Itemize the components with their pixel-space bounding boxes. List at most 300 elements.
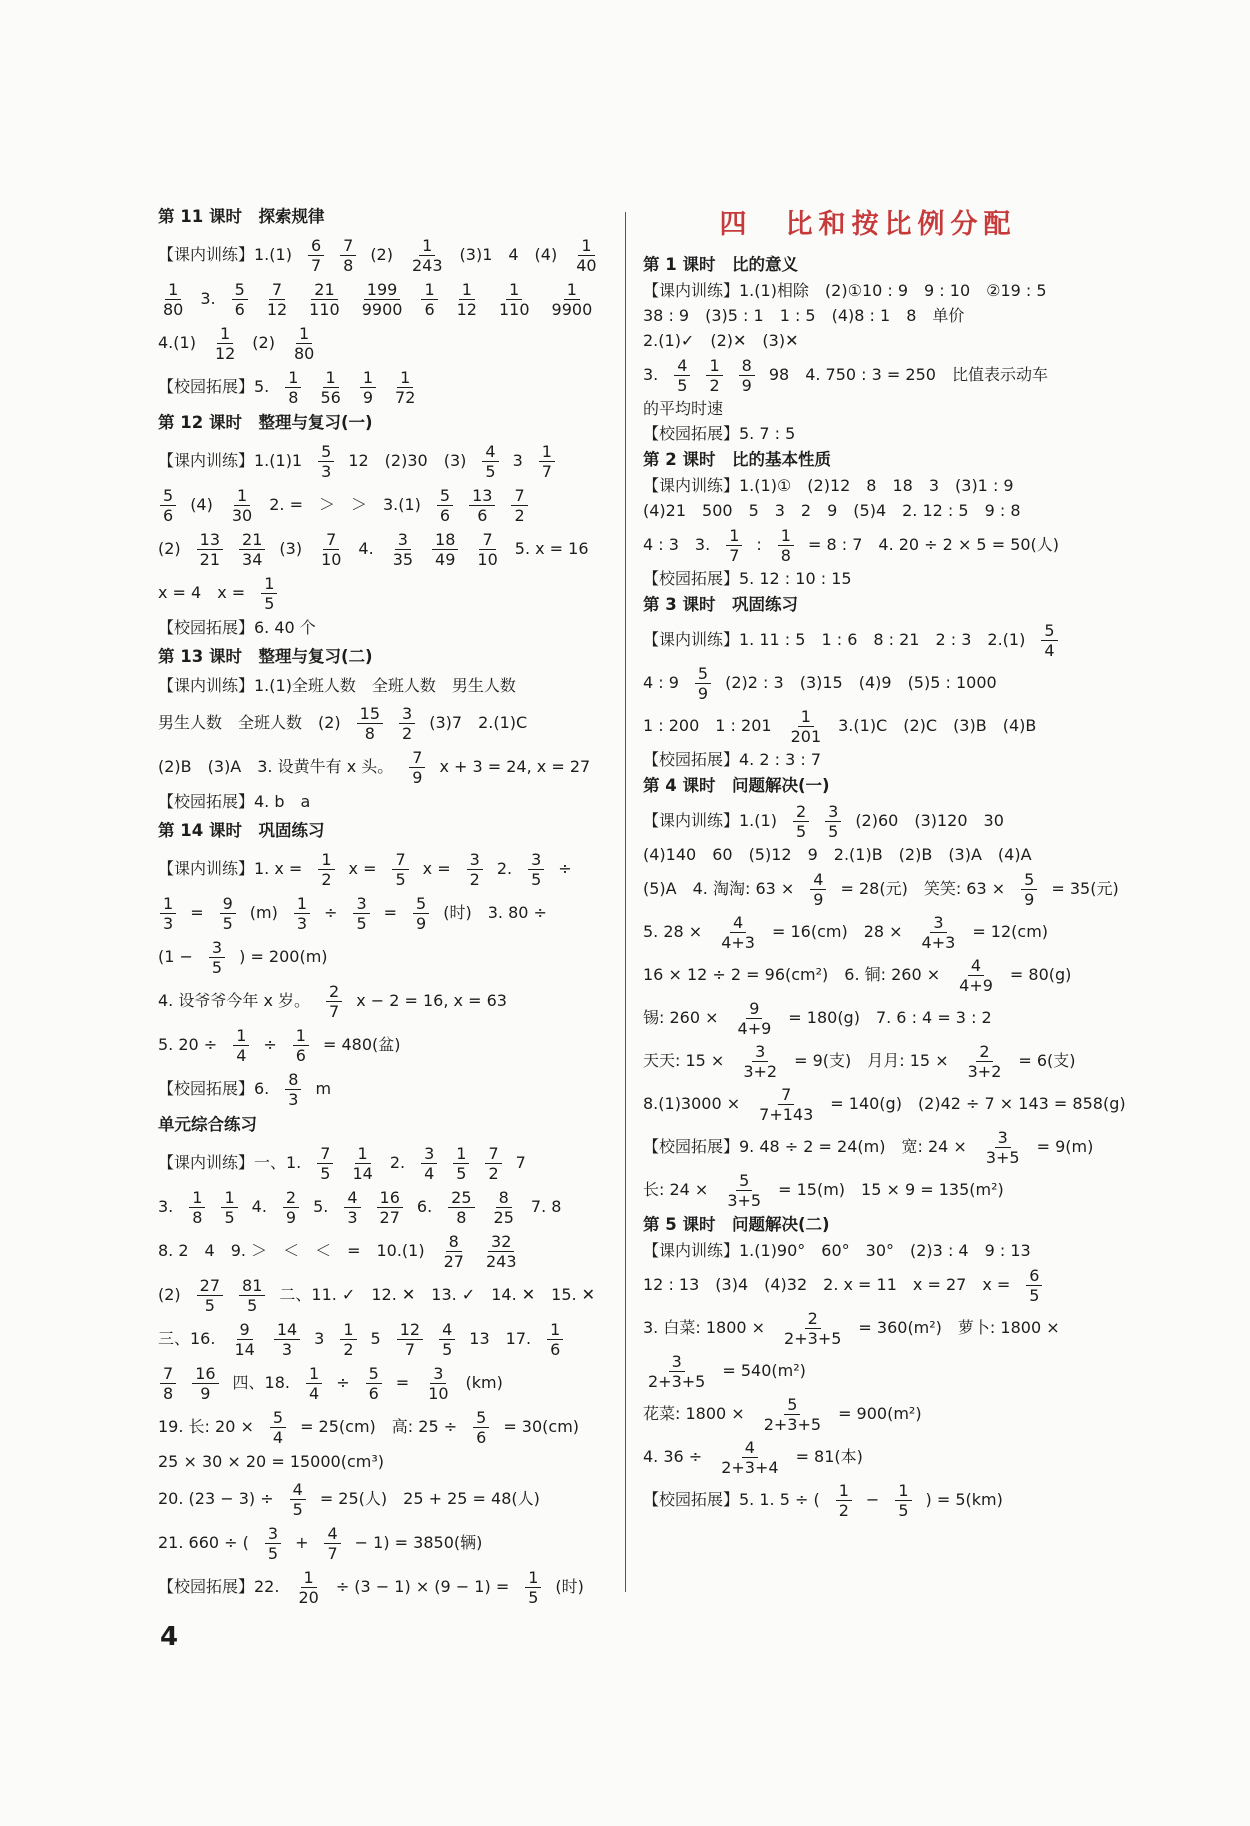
- answer-text: 3.(1)C (2)C (3)B (4)B: [838, 716, 1037, 735]
- answer-text: 4 : 3 3.: [643, 535, 711, 554]
- numerator: 3: [752, 1042, 768, 1062]
- lesson-heading: [158, 645, 613, 669]
- fraction: [1021, 870, 1037, 909]
- fraction: [573, 236, 599, 275]
- denominator: 5: [442, 1339, 453, 1359]
- answer-text: 第 12 课时 整理与复习(一): [158, 413, 373, 432]
- answer-line: [643, 1437, 1093, 1477]
- fraction: [706, 356, 722, 395]
- answer-text: (4)140 60 (5)12 9 2.(1)B (2)B (3)A (4)A: [643, 845, 1032, 864]
- answer-text: ÷: [558, 859, 572, 878]
- answer-line: [158, 323, 613, 363]
- numerator: 1: [397, 368, 413, 388]
- denominator: 2+3+5: [763, 1414, 822, 1434]
- denominator: 7: [327, 1543, 338, 1563]
- numerator: 14: [274, 1320, 300, 1340]
- fraction: [357, 704, 383, 743]
- denominator: 2+3+5: [648, 1371, 706, 1391]
- fraction: [265, 1524, 281, 1563]
- denominator: 35: [392, 549, 414, 569]
- numerator: 27: [197, 1276, 223, 1296]
- numerator: 4: [810, 870, 826, 890]
- denominator: 5: [356, 913, 367, 933]
- answer-text: 25 × 30 × 20 = 15000(cm³): [158, 1452, 384, 1471]
- answer-line: [158, 1319, 613, 1359]
- denominator: 4+3: [721, 932, 755, 952]
- answer-line: [158, 981, 613, 1021]
- fraction: [232, 280, 248, 319]
- numerator: 1: [459, 280, 475, 300]
- numerator: 1: [294, 894, 310, 914]
- answer-text: (4)21 500 5 3 2 9 (5)4 2. 12 : 5 9 : 8: [643, 501, 1021, 520]
- answer-line: [643, 500, 1093, 522]
- numerator: 1: [419, 236, 435, 256]
- answer-line: [643, 869, 1119, 909]
- numerator: 6: [308, 236, 324, 256]
- denominator: 5: [485, 461, 496, 481]
- numerator: 1: [726, 526, 742, 546]
- answer-text: 5. 20 ÷: [158, 1035, 218, 1054]
- numerator: 1: [706, 356, 722, 376]
- denominator: 7: [541, 461, 552, 481]
- numerator: 7: [340, 236, 356, 256]
- answer-text: = 6(支): [1018, 1051, 1076, 1070]
- answer-text: 长: 24 ×: [643, 1180, 709, 1199]
- answer-text: ÷: [324, 903, 338, 922]
- numerator: 4: [482, 442, 498, 462]
- fraction: [220, 894, 236, 933]
- page-number: 4: [160, 1622, 179, 1652]
- denominator: 110: [309, 299, 340, 319]
- answer-line: [643, 330, 1093, 352]
- numerator: 2: [793, 802, 809, 822]
- numerator: 1: [421, 280, 437, 300]
- fraction: [317, 1144, 333, 1183]
- answer-line: [158, 1231, 613, 1271]
- answer-text: 20. (23 − 3) ÷: [158, 1489, 274, 1508]
- answer-text: 4. 设爷爷今年 x 岁。: [158, 991, 310, 1010]
- denominator: 9: [1024, 889, 1035, 909]
- fraction: [409, 748, 425, 787]
- fraction: [390, 530, 416, 569]
- fraction: [189, 1188, 205, 1227]
- fraction: [761, 1395, 824, 1434]
- fraction: [160, 1364, 176, 1403]
- answer-line: [643, 1265, 1093, 1305]
- denominator: 243: [485, 1251, 517, 1271]
- numerator: 8: [739, 356, 755, 376]
- answer-text: 5.: [313, 1197, 329, 1216]
- answer-text: 21. 660 ÷ (: [158, 1533, 249, 1552]
- answer-text: 4 : 9: [643, 673, 679, 692]
- answer-text: 的平均时速: [643, 399, 724, 418]
- answer-text: 12 (2)30 (3): [348, 451, 467, 470]
- fraction: [274, 1320, 300, 1359]
- numerator: 7: [392, 850, 408, 870]
- answer-text: 【课内训练】1. x =: [158, 859, 303, 878]
- answer-text: 【课内训练】1.(1)全班人数 全班人数 男生人数: [158, 676, 516, 695]
- answer-text: 38 : 9 (3)5 : 1 1 : 5 (4)8 : 1 8 单价: [643, 306, 965, 325]
- numerator: 32: [488, 1232, 514, 1252]
- answer-text: = 81(本): [795, 1447, 863, 1466]
- denominator: 14: [234, 1339, 255, 1359]
- numerator: 3: [399, 704, 415, 724]
- denominator: 5: [264, 593, 275, 613]
- numerator: 12: [397, 1320, 423, 1340]
- answer-text: (2): [158, 1285, 181, 1304]
- denominator: 3+5: [727, 1190, 762, 1210]
- answer-text: x + 3 = 24, x = 27: [439, 757, 591, 776]
- answer-line: [643, 1351, 1093, 1391]
- fraction: [160, 894, 176, 933]
- fraction: [409, 236, 446, 275]
- answer-text: = 8 : 7 4. 20 ÷ 2 × 5 = 50(人): [807, 535, 1060, 554]
- answer-text: = 15(m) 15 × 9 = 135(m²): [778, 1180, 1004, 1199]
- numerator: 9: [220, 894, 236, 914]
- answer-text: ÷: [263, 1035, 277, 1054]
- denominator: 2: [709, 375, 720, 395]
- fraction: [483, 1232, 520, 1271]
- numerator: 1: [160, 894, 176, 914]
- answer-text: 7: [515, 1153, 526, 1172]
- answer-text: (2): [252, 333, 275, 352]
- answer-line: [158, 1025, 613, 1065]
- denominator: 5: [395, 869, 406, 889]
- numerator: 1: [340, 1320, 356, 1340]
- answer-text: − 1) = 3850(辆): [354, 1533, 483, 1552]
- answer-text: 第 3 课时 巩固练习: [643, 595, 798, 614]
- answer-line: [158, 1363, 613, 1403]
- numerator: 3: [209, 938, 225, 958]
- fraction: [360, 368, 376, 407]
- denominator: 80: [163, 299, 184, 319]
- fraction: [432, 530, 458, 569]
- numerator: 3: [825, 802, 841, 822]
- numerator: 6: [1026, 1266, 1042, 1286]
- denominator: 4+3: [921, 932, 956, 952]
- numerator: 1: [234, 486, 250, 506]
- answer-line: [643, 568, 1093, 590]
- fraction: [739, 356, 755, 395]
- fraction: [294, 894, 310, 933]
- answer-line: [158, 1407, 613, 1447]
- numerator: 3: [430, 1364, 446, 1384]
- denominator: 2+3+5: [784, 1328, 842, 1348]
- denominator: 5: [828, 821, 839, 841]
- denominator: 2: [321, 869, 332, 889]
- fraction: [221, 1188, 237, 1227]
- numerator: 5: [784, 1395, 800, 1415]
- numerator: 1: [306, 1364, 322, 1384]
- numerator: 5: [437, 486, 453, 506]
- denominator: 9: [741, 375, 752, 395]
- numerator: 1: [798, 707, 814, 727]
- denominator: 7: [729, 545, 740, 565]
- fraction: [695, 664, 711, 703]
- denominator: 5: [247, 1295, 258, 1315]
- left-column: [158, 205, 613, 1611]
- answer-line: [643, 955, 1093, 995]
- numerator: 81: [239, 1276, 265, 1296]
- answer-line: [158, 849, 613, 889]
- lesson-heading: [643, 1213, 1093, 1237]
- numerator: 13: [469, 486, 495, 506]
- fraction: [437, 486, 453, 525]
- answer-line: [158, 1451, 613, 1473]
- denominator: 2: [402, 723, 413, 743]
- answer-text: 8. 2 4 9. ＞ ＜ ＜ = 10.(1): [158, 1241, 425, 1260]
- answer-line: [158, 1479, 613, 1519]
- unit-title: 四 比和按比例分配: [719, 209, 1017, 240]
- answer-text: =: [190, 903, 204, 922]
- answer-text: 1 : 200 1 : 201: [643, 716, 772, 735]
- fraction: [239, 530, 265, 569]
- answer-line: [158, 675, 613, 697]
- fraction: [392, 368, 418, 407]
- answer-text: 锡: 260 ×: [643, 1008, 719, 1027]
- answer-line: [158, 617, 613, 639]
- answer-text: 【校园拓展】22.: [158, 1577, 280, 1596]
- fraction: [229, 486, 255, 525]
- answer-text: (3): [279, 539, 303, 558]
- lesson-heading: [643, 448, 1093, 472]
- answer-text: 第 4 课时 问题解决(一): [643, 776, 830, 795]
- answer-text: = 28(元) 笑笑: 63 ×: [840, 879, 1006, 898]
- fraction: [344, 1188, 360, 1227]
- answer-text: 天天: 15 ×: [643, 1051, 725, 1070]
- numerator: 1: [296, 324, 312, 344]
- answer-text: 5. x = 16: [514, 539, 589, 558]
- denominator: 5: [222, 913, 233, 933]
- answer-text: 【课内训练】1.(1)① (2)12 8 18 3 (3)1 : 9: [643, 476, 1014, 495]
- denominator: 9: [412, 767, 423, 787]
- answer-text: 2.: [496, 859, 513, 878]
- denominator: 2: [488, 1163, 499, 1183]
- fraction: [482, 442, 498, 481]
- denominator: 9: [697, 683, 709, 703]
- answer-text: 【校园拓展】6.: [158, 1079, 270, 1098]
- denominator: 8: [163, 1383, 174, 1403]
- denominator: 2: [838, 1500, 849, 1520]
- fraction: [756, 1085, 816, 1124]
- denominator: 12: [214, 343, 236, 363]
- denominator: 72: [395, 387, 416, 407]
- numerator: 5: [318, 442, 334, 462]
- denominator: 3+2: [967, 1061, 1002, 1081]
- fraction: [469, 486, 495, 525]
- fraction: [454, 280, 480, 319]
- numerator: 18: [432, 530, 458, 550]
- denominator: 9: [416, 913, 427, 933]
- answer-text: 8.(1)3000 ×: [643, 1094, 741, 1113]
- answer-text: 5. 28 ×: [643, 922, 703, 941]
- answer-text: 6.: [416, 1197, 433, 1216]
- numerator: 2: [326, 982, 342, 1002]
- fraction: [718, 1438, 781, 1477]
- fraction: [467, 850, 483, 889]
- answer-text: 4.(1): [158, 333, 196, 352]
- denominator: 3: [288, 1089, 299, 1109]
- denominator: 5: [320, 1163, 331, 1183]
- right-lines: [643, 253, 1126, 1520]
- denominator: 21: [199, 549, 221, 569]
- lesson-heading: [158, 411, 613, 435]
- answer-line: [158, 1567, 613, 1607]
- denominator: 9: [813, 889, 824, 909]
- fraction: [413, 894, 429, 933]
- numerator: 1: [506, 280, 522, 300]
- fraction: [318, 442, 334, 481]
- numerator: 5: [366, 1364, 382, 1384]
- answer-text: 12 : 13 (3)4 (4)32 2. x = 11 x = 27 x =: [643, 1275, 1011, 1294]
- numerator: 2: [283, 1188, 299, 1208]
- denominator: 8: [343, 255, 354, 275]
- fraction: [353, 894, 369, 933]
- denominator: 8: [364, 723, 375, 743]
- answer-text: 7. 8: [530, 1197, 562, 1216]
- numerator: 9: [237, 1320, 253, 1340]
- answer-line: [643, 1394, 1093, 1434]
- denominator: 3: [163, 913, 174, 933]
- lesson-heading: [643, 774, 1093, 798]
- denominator: 5: [204, 1295, 215, 1315]
- answer-line: [158, 1069, 613, 1109]
- fraction: [825, 802, 841, 841]
- denominator: 4: [236, 1045, 247, 1065]
- denominator: 5: [224, 1207, 235, 1227]
- numerator: 1: [221, 1188, 237, 1208]
- fraction: [421, 1144, 437, 1183]
- numerator: 5: [270, 1408, 286, 1428]
- fraction: [359, 280, 406, 319]
- answer-text: ) = 5(km): [925, 1490, 1003, 1509]
- answer-line: [643, 525, 1093, 565]
- fraction: [919, 913, 959, 952]
- answer-text: 2. = ＞ ＞ 3.(1): [269, 495, 421, 514]
- denominator: 7: [329, 1001, 340, 1021]
- denominator: 2: [343, 1339, 354, 1359]
- answer-line: [643, 475, 1093, 497]
- lesson-heading: [158, 1113, 613, 1137]
- numerator: 1: [233, 1026, 249, 1046]
- answer-text: (2): [370, 245, 393, 264]
- denominator: 5: [1029, 1285, 1040, 1305]
- answer-text: ÷ (3 − 1) × (9 − 1) =: [335, 1577, 510, 1596]
- lesson-heading: [643, 253, 1093, 277]
- numerator: 1: [293, 1026, 309, 1046]
- denominator: 5: [292, 1499, 303, 1519]
- answer-line: [643, 998, 1093, 1038]
- denominator: 10: [477, 549, 498, 569]
- answer-line: [643, 620, 1093, 660]
- fraction: [836, 1481, 852, 1520]
- numerator: 1: [165, 280, 181, 300]
- numerator: 15: [357, 704, 383, 724]
- fraction: [326, 982, 342, 1021]
- numerator: 3: [421, 1144, 437, 1164]
- answer-text: 2.(1)✓ (2)✕ (3)✕: [643, 331, 799, 350]
- answer-text: =: [395, 1373, 410, 1392]
- fraction: [197, 1276, 223, 1315]
- fraction: [528, 850, 544, 889]
- denominator: 201: [790, 726, 822, 746]
- denominator: 2: [514, 505, 525, 525]
- fraction: [270, 1408, 286, 1447]
- fraction: [160, 486, 176, 525]
- denominator: 12: [456, 299, 477, 319]
- fraction: [735, 999, 775, 1038]
- fraction: [793, 802, 809, 841]
- lesson-heading: [643, 593, 1093, 617]
- answer-line: [158, 441, 613, 481]
- answer-text: 98 4. 750 : 3 = 250 比值表示动车: [768, 365, 1048, 384]
- numerator: 7: [269, 280, 285, 300]
- fraction: [318, 530, 344, 569]
- answer-text: = 9(支) 月月: 15 ×: [794, 1051, 949, 1070]
- answer-text: = 25(cm) 高: 25 ÷: [300, 1417, 458, 1436]
- numerator: 1: [318, 850, 334, 870]
- fraction: [291, 324, 317, 363]
- denominator: 34: [242, 549, 263, 569]
- answer-text: 16 × 12 ÷ 2 = 96(cm²) 6. 铜: 260 ×: [643, 965, 941, 984]
- numerator: 5: [473, 1408, 489, 1428]
- denominator: 10: [321, 549, 342, 569]
- fraction: [965, 1042, 1005, 1081]
- numerator: 9: [746, 999, 762, 1019]
- answer-text: 四、18.: [232, 1373, 290, 1392]
- answer-line: [643, 1480, 1093, 1520]
- answer-text: (时) 3. 80 ÷: [443, 903, 547, 922]
- denominator: 6: [368, 1383, 379, 1403]
- numerator: 1: [261, 574, 277, 594]
- numerator: 5: [736, 1171, 752, 1191]
- fraction: [441, 1232, 467, 1271]
- denominator: 5: [528, 1587, 539, 1607]
- denominator: 5: [795, 821, 807, 841]
- fraction: [317, 368, 343, 407]
- denominator: 4: [272, 1427, 284, 1447]
- denominator: 7+143: [759, 1104, 814, 1124]
- answer-line: [158, 791, 613, 813]
- numerator: 1: [778, 526, 794, 546]
- answer-text: 3.: [643, 365, 659, 384]
- numerator: 4: [439, 1320, 455, 1340]
- fraction: [547, 1320, 563, 1359]
- answer-text: = 540(m²): [722, 1361, 806, 1380]
- denominator: 3: [296, 913, 308, 933]
- answer-line: [158, 573, 613, 613]
- fraction: [340, 236, 356, 275]
- denominator: 5: [677, 375, 688, 395]
- fraction: [740, 1042, 780, 1081]
- denominator: 14: [352, 1163, 373, 1183]
- fraction: [366, 1364, 382, 1403]
- fraction: [453, 1144, 469, 1183]
- answer-text: = 12(cm): [972, 922, 1049, 941]
- answer-text: 19. 长: 20 ×: [158, 1417, 254, 1436]
- answer-line: [643, 749, 1093, 771]
- answer-text: (2): [158, 539, 181, 558]
- answer-line: [643, 1041, 1093, 1081]
- answer-text: (2)B (3)A 3. 设黄牛有 x 头。: [158, 757, 394, 776]
- lesson-heading: [158, 819, 613, 843]
- answer-text: +: [295, 1533, 309, 1552]
- answer-text: 4. 36 ÷: [643, 1447, 703, 1466]
- answer-text: 第 2 课时 比的基本性质: [643, 450, 831, 469]
- fraction: [778, 526, 794, 565]
- answer-text: ) = 200(m): [239, 947, 328, 966]
- numerator: 13: [197, 530, 223, 550]
